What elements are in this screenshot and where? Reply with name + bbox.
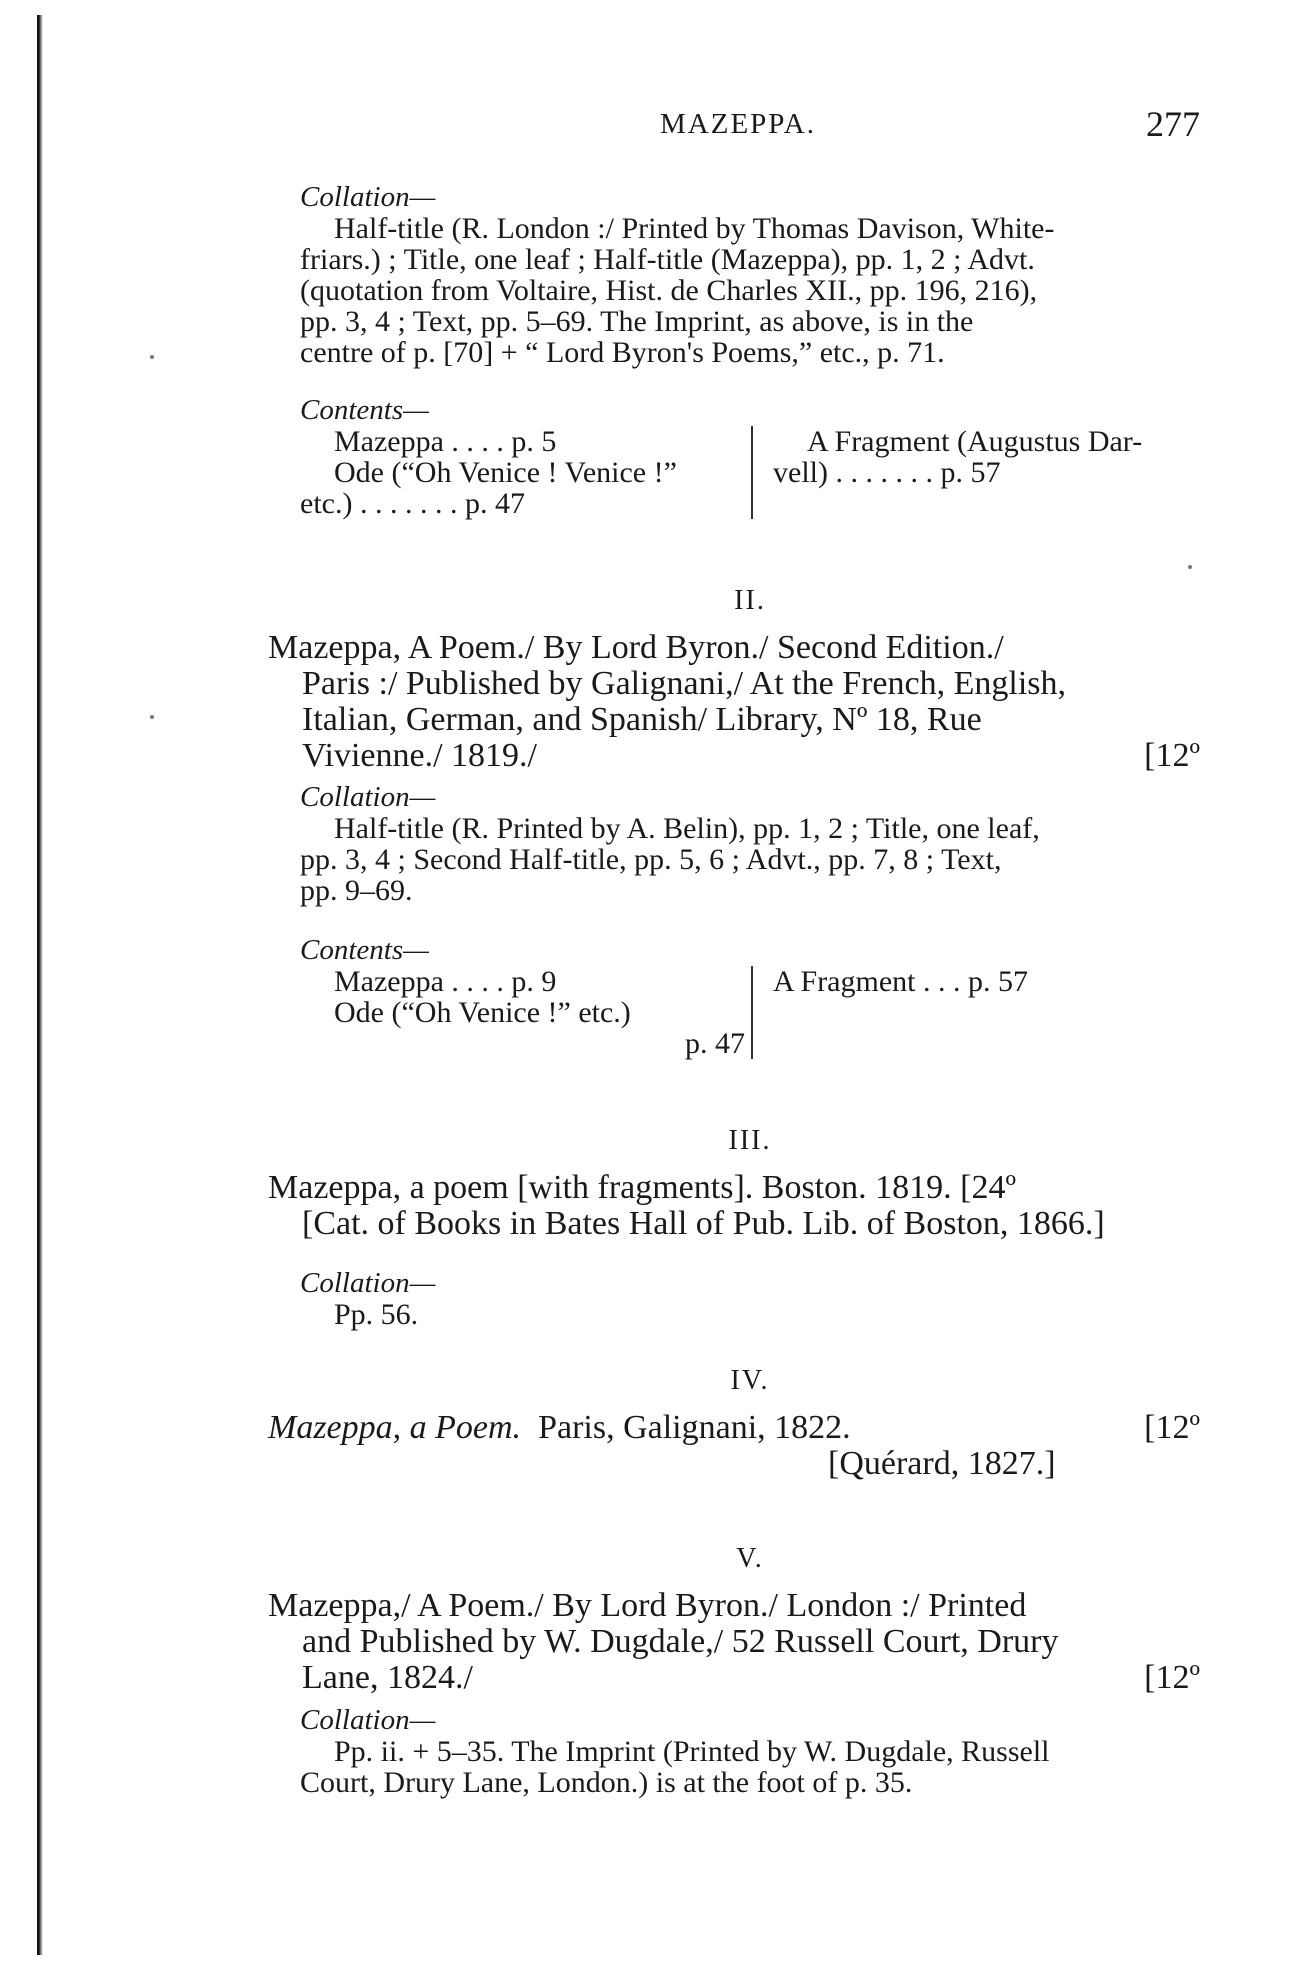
section-5-collation bbox=[300, 1705, 1200, 1798]
contents-item: Ode (“Oh Venice ! Venice !” bbox=[334, 456, 677, 489]
running-title: MAZEPPA. bbox=[660, 108, 816, 140]
section-4-title bbox=[268, 1410, 1200, 1482]
collation-label: Collation— bbox=[300, 1704, 436, 1736]
title-line: Mazeppa, a poem [with fragments]. Boston. 1819. [24º bbox=[268, 1169, 1016, 1206]
imprint: Paris, Galignani, 1822. bbox=[538, 1409, 851, 1446]
contents-left-column bbox=[300, 966, 753, 1059]
title-italic: Mazeppa, a Poem. bbox=[268, 1409, 522, 1446]
title-line: Paris :/ Published by Galignani,/ At the French, English, bbox=[302, 665, 1067, 702]
collation-line: pp. 3, 4 ; Text, pp. 5–69. The Imprint, as above, is in the bbox=[300, 305, 974, 338]
title-line: Mazeppa, A Poem./ By Lord Byron./ Second Edition./ bbox=[268, 629, 1004, 666]
collation-line: pp. 3, 4 ; Second Half-title, pp. 5, 6 ; Advt., pp. 7, 8 ; Text, bbox=[300, 843, 1002, 876]
section-3-collation bbox=[300, 1268, 1200, 1330]
contents-item: Mazeppa . . . . p. 5 bbox=[334, 425, 557, 458]
section-2-collation bbox=[300, 782, 1200, 906]
section-1-contents bbox=[300, 395, 1200, 519]
contents-columns bbox=[300, 966, 1200, 1059]
contents-item: Ode (“Oh Venice !” etc.) bbox=[334, 996, 631, 1029]
section-number: IV. bbox=[730, 1365, 770, 1396]
collation-line: (quotation from Voltaire, Hist. de Charles XII., pp. 196, 216), bbox=[300, 274, 1038, 307]
section-2-contents bbox=[300, 935, 1200, 1059]
collation-line: Half-title (R. London :/ Printed by Thomas Davison, White- bbox=[334, 212, 1055, 245]
source-citation: [Quérard, 1827.] bbox=[828, 1445, 1056, 1482]
contents-item: A Fragment (Augustus Dar- bbox=[807, 425, 1143, 458]
format-size: [12º bbox=[1144, 737, 1200, 774]
ink-speck bbox=[150, 355, 154, 359]
section-number: III. bbox=[728, 1125, 772, 1156]
collation-line: Pp. 56. bbox=[334, 1298, 419, 1331]
contents-item: A Fragment . . . p. 57 bbox=[773, 965, 1028, 998]
collation-label: Collation— bbox=[300, 781, 436, 813]
contents-item: Mazeppa . . . . p. 9 bbox=[334, 965, 557, 998]
contents-right-column bbox=[753, 426, 1200, 519]
collation-line: Half-title (R. Printed by A. Belin), pp. 1, 2 ; Title, one leaf, bbox=[334, 812, 1040, 845]
section-5-title bbox=[268, 1588, 1200, 1696]
title-line: Italian, German, and Spanish/ Library, Nº 18, Rue bbox=[302, 701, 982, 738]
section-number: II. bbox=[734, 585, 766, 616]
collation-label: Collation— bbox=[300, 1267, 436, 1299]
contents-item: etc.) . . . . . . . p. 47 bbox=[300, 487, 525, 520]
collation-line: centre of p. [70] + “ Lord Byron's Poems,” etc., p. 71. bbox=[300, 336, 945, 369]
collation-line: pp. 9–69. bbox=[300, 874, 413, 907]
binding-edge bbox=[37, 15, 43, 1955]
format-size: [12º bbox=[1144, 1659, 1200, 1696]
collation-line: friars.) ; Title, one leaf ; Half-title (Mazeppa), pp. 1, 2 ; Advt. bbox=[300, 243, 1035, 276]
format-size: [12º bbox=[1144, 1409, 1200, 1446]
title-line: Mazeppa,/ A Poem./ By Lord Byron./ London :/ Printed bbox=[268, 1587, 1027, 1624]
section-2-title bbox=[268, 630, 1200, 774]
contents-columns bbox=[300, 426, 1200, 519]
title-line: Lane, 1824./ bbox=[302, 1659, 473, 1696]
contents-item: p. 47 bbox=[685, 1027, 745, 1060]
ink-speck bbox=[150, 715, 154, 719]
collation-label: Collation— bbox=[300, 181, 436, 213]
contents-right-column bbox=[753, 966, 1200, 1059]
title-line: and Published by W. Dugdale,/ 52 Russell Court, Drury bbox=[302, 1623, 1059, 1660]
title-line: Vivienne./ 1819./ bbox=[302, 737, 537, 774]
title-line: [Cat. of Books in Bates Hall of Pub. Lib. of Boston, 1866.] bbox=[302, 1205, 1105, 1242]
contents-label: Contents— bbox=[300, 394, 429, 426]
page-number: 277 bbox=[1146, 104, 1200, 144]
ink-speck bbox=[1188, 565, 1192, 569]
contents-label: Contents— bbox=[300, 934, 429, 966]
collation-line: Pp. ii. + 5–35. The Imprint (Printed by W. Dugdale, Russell bbox=[334, 1735, 1050, 1768]
contents-item: vell) . . . . . . . p. 57 bbox=[773, 456, 1001, 489]
section-number: V. bbox=[736, 1543, 764, 1574]
section-1-collation bbox=[300, 182, 1200, 368]
collation-line: Court, Drury Lane, London.) is at the foot of p. 35. bbox=[300, 1766, 913, 1799]
running-header bbox=[300, 104, 1200, 148]
section-3-title bbox=[268, 1170, 1200, 1242]
contents-left-column bbox=[300, 426, 753, 519]
